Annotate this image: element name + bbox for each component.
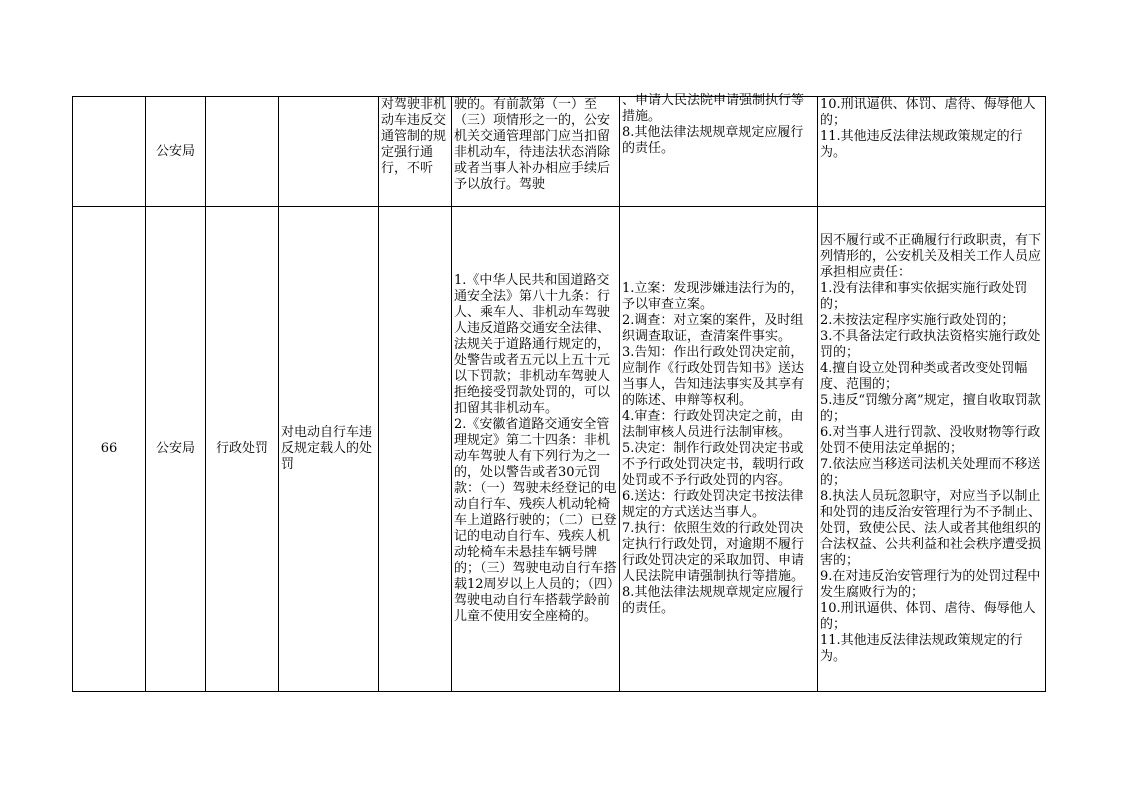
row-number-cell (73, 207, 146, 692)
procedure-text: 1.立案：发现涉嫌违法行为的，予以审查立案。 2.调查：对立案的案件，及时组织调查取证，查清案件事实。 3.告知：作出行政处罚决定前，应制作《行政处罚告知书》送达当事人，告知违法事实及其享有的陈述、申辩等权利。 4.审查：行政处罚决定之前，由法制审核人员进行法制审核。 5.决定：制作行政处罚决定书或不予行政处罚决定书，载明行政处罚或不予行政处罚的内容。 6.送达：行政处罚决定书按法律规定的方式送达当事人。 7.执行：依照生效的行政处罚决定执行行政处罚，对逾期不履行行政处罚决定的采取加罚、申请人民法院申请强制执行等措施。 8.其他法律法规规章规定应履行的责任。 (622, 281, 805, 616)
department: 公安局 (155, 143, 195, 159)
department-cell (146, 207, 206, 692)
category: 行政处罚 (215, 441, 268, 456)
department-cell (146, 97, 206, 207)
liability-text: 10.刑讯逼供、体罚、虐待、侮辱他人的； 11.其他违反法律法规政策规定的行为。 (820, 97, 1036, 160)
table-row (73, 97, 1046, 207)
liability-cell (818, 97, 1046, 207)
legal-basis-cell (452, 207, 620, 692)
legal-basis-text: 驶的。有前款第（一）至（三）项情形之一的，公安机关交通管理部门应当扣留非机动车，待违法状态消除或者当事人补办相应手续后予以放行。驾驶 (454, 97, 611, 192)
liability-text: 因不履行或不正确履行行政职责，有下列情形的，公安机关及相关工作人员应承担相应责任： 1.没有法律和事实依据实施行政处罚的； 2.未按法定程序实施行政处罚的； 3.不具备法定行政执法资格实施行政处罚的； 4.擅自设立处罚种类或者改变处罚幅度、范围的； 5.违反“罚缴分离”规定，擅自收取罚款的； 6.对当事人进行罚款、没收财物等行政处罚不使用法定单据的； 7.依法应当移送司法机关处理而不移送的； 8.执法人员玩忽职守，对应当予以制止和处罚的违反治安管理行为不予制止、处罚，致使公民、法人或者其他组织的合法权益、公共利益和社会秩序遭受损害的； 9.在对违反治安管理行为的处罚过程中发生腐败行为的； 10.刑讯逼供、体罚、虐待、侮辱他人的； 11.其他违反法律法规政策规定的行为。 (820, 233, 1042, 664)
row-number: 66 (100, 441, 118, 456)
category-cell (206, 207, 279, 692)
item-name: 对电动自行车违反规定载人的处罚 (281, 425, 373, 472)
liability-cell (818, 207, 1046, 692)
row-number-cell (73, 97, 146, 207)
responsibility-table (72, 92, 1046, 692)
procedure-text: 、申请人民法院申请强制执行等措施。 8.其他法律法规规章规定应履行的责任。 (622, 92, 805, 156)
category-cell (206, 97, 279, 207)
legal-basis-cell (452, 97, 620, 207)
department: 公安局 (155, 441, 195, 456)
sub-item-cell (379, 97, 452, 207)
item-name-cell (279, 97, 379, 207)
table-row (73, 207, 1046, 692)
sub-item-cell (379, 207, 452, 692)
procedure-cell (620, 207, 818, 692)
item-name-cell (279, 207, 379, 692)
sub-item-text: 对驾驶非机动车违反交通管制的规定强行通行，不听 (381, 97, 447, 176)
legal-basis-text: 1.《中华人民共和国道路交通安全法》第八十九条：行人、乘车人、非机动车驾驶人违反道路交通安全法律、法规关于道路通行规定的，处警告或者五元以上五十元以下罚款；非机动车驾驶人拒绝接受罚款处罚的，可以扣留其非机动车。 2.《安徽省道路交通安全管理规定》第二十四条：非机动车驾驶人有下列行为之一的，处以警告或者30元罚款：（一）驾驶未经登记的电动自行车、残疾人机动轮椅车上道路行驶的；（二）已登记的电动自行车、残疾人机动轮椅车未悬挂车辆号牌的；（三）驾驶电动自行车搭载12周岁以上人员的；（四）驾驶电动自行车搭载学龄前儿童不使用安全座椅的。 (454, 273, 617, 624)
procedure-cell (620, 92, 818, 207)
